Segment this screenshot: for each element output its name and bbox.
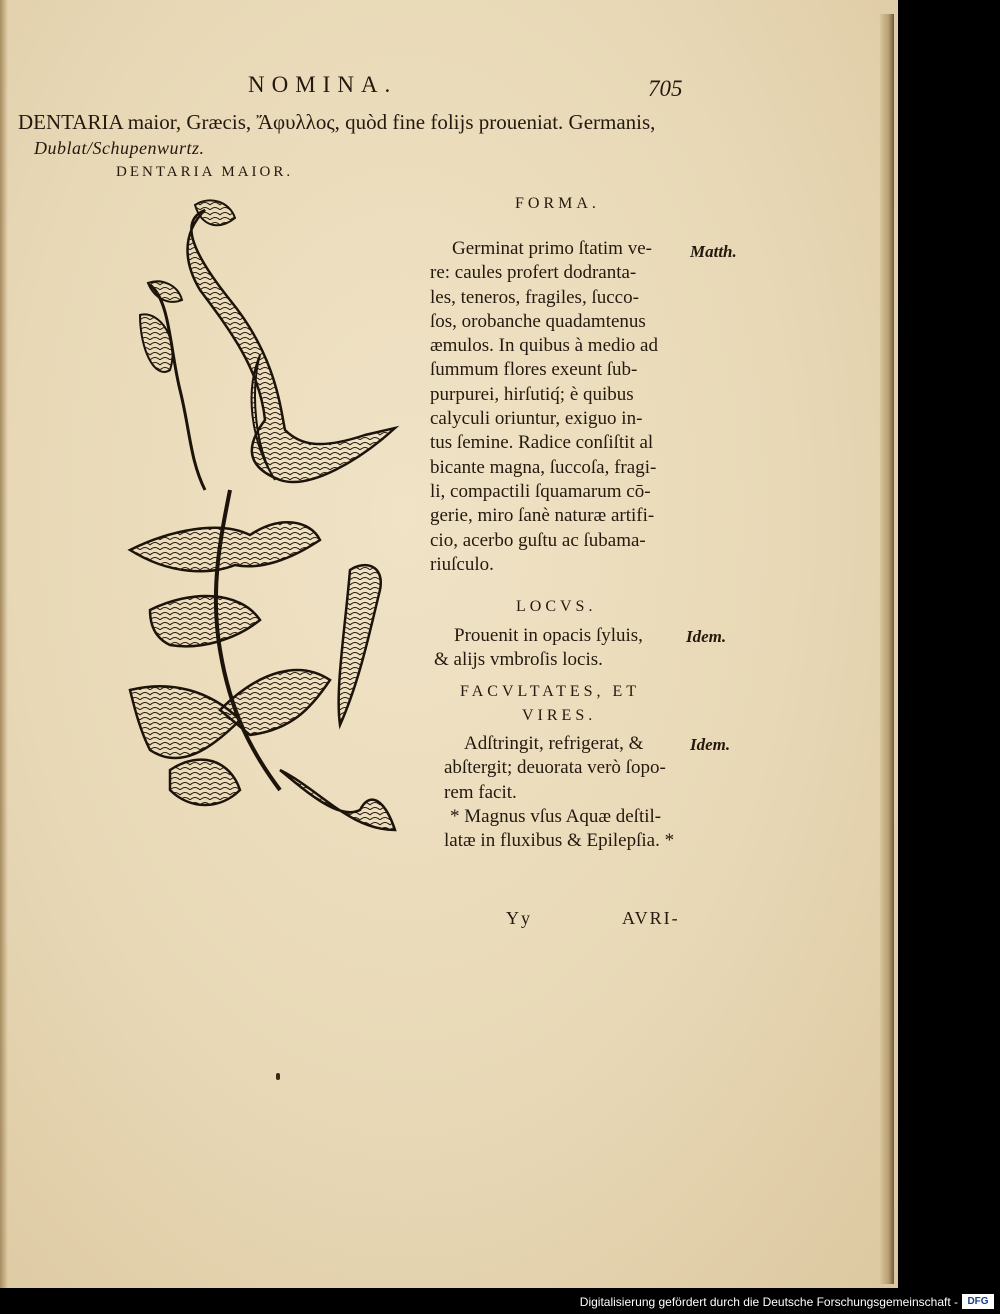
intro-line-1: DENTARIA maior, Græcis, Ἄφυλλος, quòd fine folijs proueniat. Germanis, — [18, 110, 656, 134]
section-heading-facultates-2: VIRES. — [522, 707, 597, 724]
facultates-line-1: Adſtringit, refrigerat, & — [464, 733, 644, 754]
dfg-logo: DFG — [962, 1294, 994, 1309]
forma-line-14: riuſculo. — [430, 553, 494, 575]
footer-funding-text: Digitalisierung gefördert durch die Deutsche Forschungsgemeinschaft - — [579, 1295, 958, 1309]
forma-line-9: tus ſemine. Radice conſiſtit al — [430, 432, 654, 454]
section-heading-forma: FORMA. — [515, 195, 600, 212]
facultates-line-3: rem facit. — [444, 781, 517, 803]
forma-line-3: les, teneros, fragiles, ſucco- — [430, 286, 639, 308]
figure-caption: DENTARIA MAIOR. — [116, 164, 294, 180]
forma-text — [430, 237, 658, 577]
facultates-line-2: abſtergit; deuorata verò ſopo- — [444, 757, 666, 779]
section-heading-locus: LOCVS. — [516, 598, 597, 615]
forma-line-2: re: caules profert dodranta- — [430, 262, 637, 284]
section-heading-facultates-1: FACVLTATES, ET — [460, 683, 641, 700]
facultates-line-4: * Magnus vſus Aquæ deſtil- — [450, 805, 662, 827]
catchword: AVRI- — [622, 908, 680, 928]
locus-line-2: & alijs vmbroſis locis. — [434, 649, 603, 671]
running-title: NOMINA. — [248, 72, 398, 97]
intro-line-2: Dublat/Schupenwurtz. — [34, 138, 205, 158]
dentaria-woodcut-illustration — [110, 190, 420, 870]
signature-mark: Yy — [506, 908, 532, 928]
forma-line-4: ſos, orobanche quadamtenus — [430, 310, 646, 332]
forma-line-8: calyculi oriuntur, exiguo in- — [430, 408, 643, 430]
digitization-footer — [0, 1290, 1000, 1314]
forma-line-7: purpurei, hirſutiq́; è quibus — [430, 383, 634, 405]
margin-note-idem-1: Idem. — [686, 627, 727, 646]
forma-line-11: li, compactili ſquamarum cō- — [430, 480, 651, 502]
forma-line-10: bicante magna, ſuccoſa, fragi- — [430, 456, 657, 478]
folio-number: 705 — [648, 76, 683, 101]
forma-line-5: æmulos. In quibus à medio ad — [430, 335, 658, 357]
margin-note-idem-2: Idem. — [690, 735, 731, 754]
forma-line-6: ſummum flores exeunt ſub- — [430, 359, 638, 381]
facultates-line-5: latæ in fluxibus & Epilepſia. * — [444, 830, 675, 852]
locus-line-1: Prouenit in opacis ſyluis, — [454, 625, 643, 646]
gutter-shadow — [0, 0, 8, 1288]
forma-line-12: gerie, miro ſanè naturæ artifi- — [430, 505, 655, 527]
locus-text — [434, 624, 643, 673]
paper-speck — [276, 1073, 280, 1080]
facultates-text — [444, 732, 674, 853]
forma-line-1: Germinat primo ſtatim ve- — [452, 238, 652, 259]
page-edge — [880, 14, 894, 1284]
margin-note-matthiolus: Matth. — [690, 242, 737, 261]
forma-line-13: cio, acerbo guſtu ac ſubama- — [430, 529, 646, 551]
